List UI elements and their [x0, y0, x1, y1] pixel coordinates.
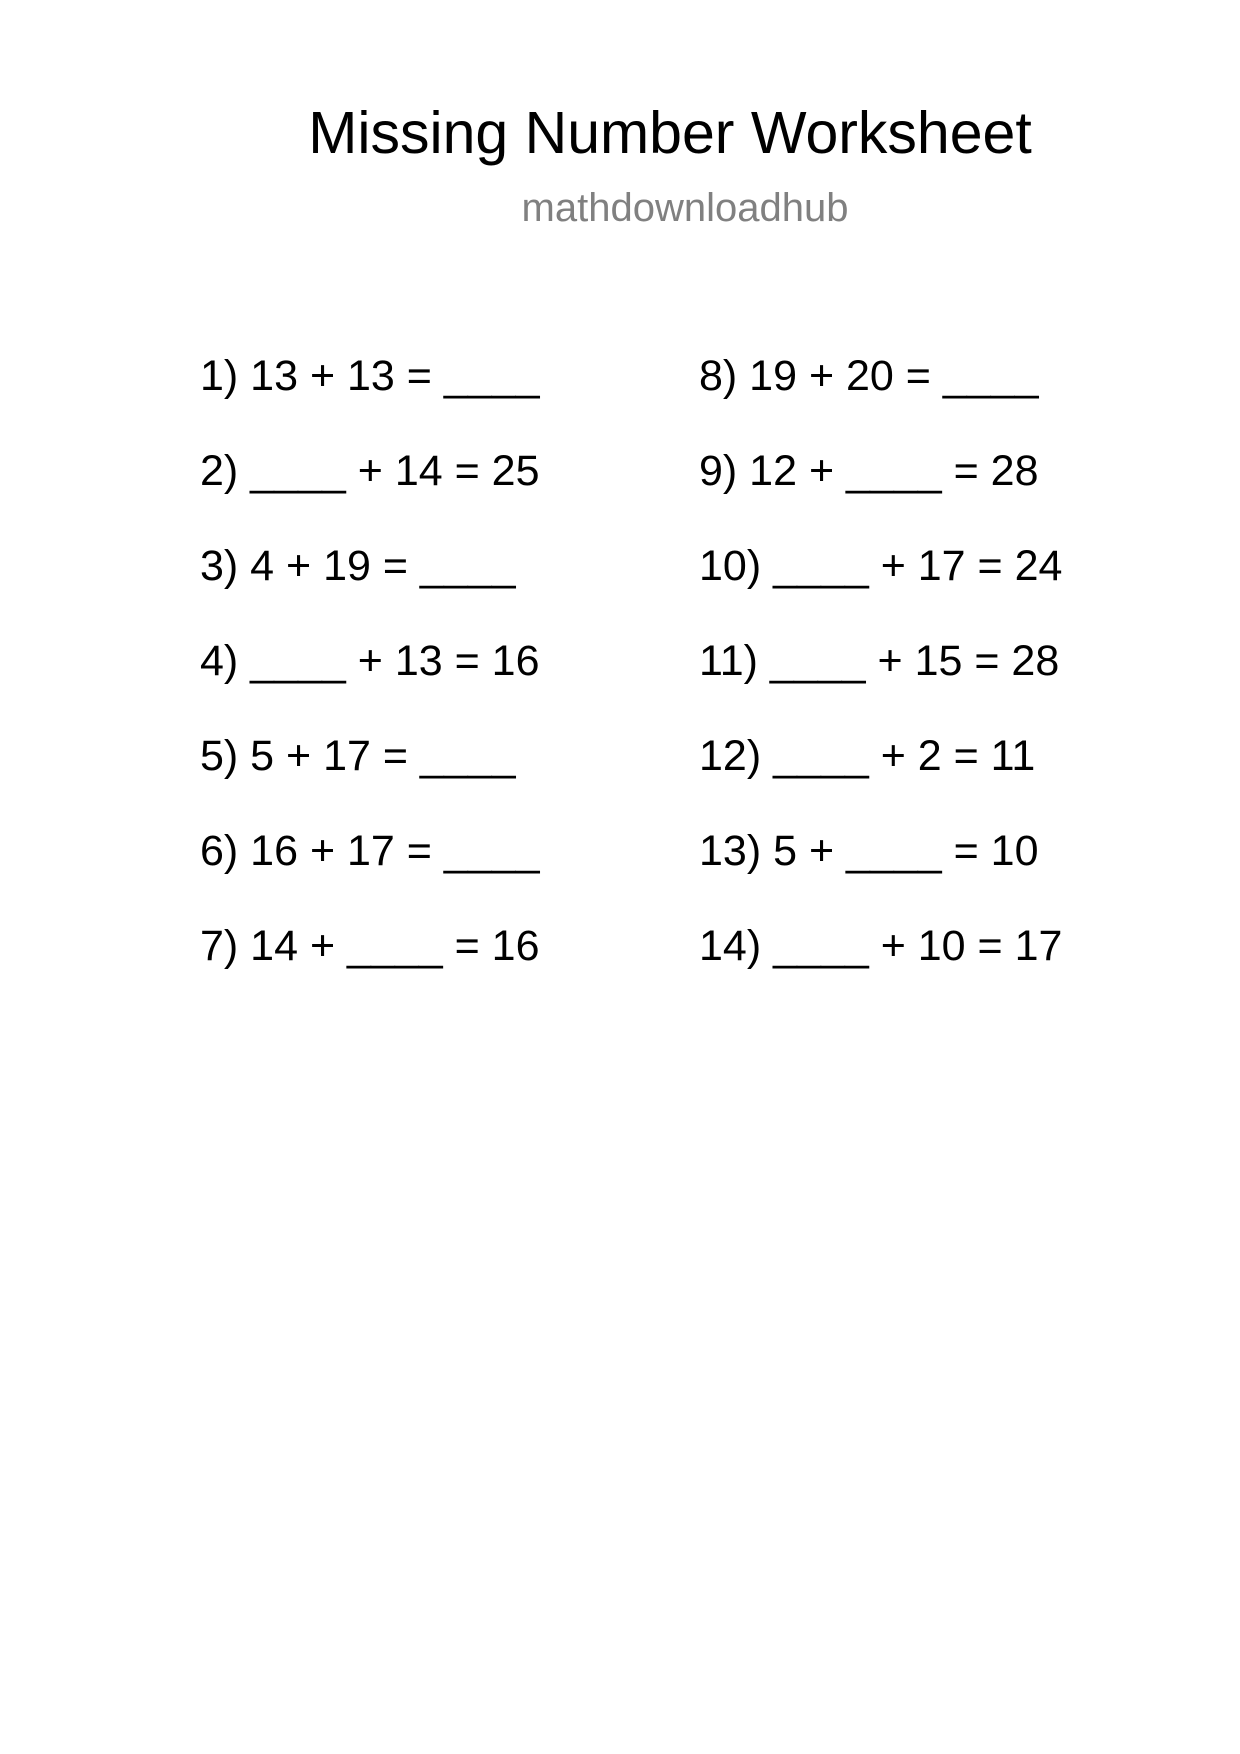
problem-4: 4) ____ + 13 = 16 — [200, 637, 540, 685]
problem-6: 6) 16 + 17 = ____ — [200, 827, 540, 875]
problems-right-column — [699, 348, 1062, 1013]
page-title: Missing Number Worksheet — [308, 100, 1032, 166]
problem-11: 11) ____ + 15 = 28 — [699, 637, 1060, 685]
problem-14: 14) ____ + 10 = 17 — [699, 922, 1063, 970]
problem-2: 2) ____ + 14 = 25 — [200, 447, 540, 495]
problems-left-column — [200, 348, 540, 1013]
problem-3: 3) 4 + 19 = ____ — [200, 542, 516, 590]
problem-9: 9) 12 + ____ = 28 — [699, 447, 1039, 495]
problem-10: 10) ____ + 17 = 24 — [699, 542, 1063, 590]
page-subtitle: mathdownloadhub — [521, 186, 849, 230]
problem-8: 8) 19 + 20 = ____ — [699, 352, 1039, 400]
problem-7: 7) 14 + ____ = 16 — [200, 922, 540, 970]
problem-5: 5) 5 + 17 = ____ — [200, 732, 516, 780]
problem-1: 1) 13 + 13 = ____ — [200, 352, 540, 400]
problem-12: 12) ____ + 2 = 11 — [699, 732, 1036, 780]
problem-13: 13) 5 + ____ = 10 — [699, 827, 1039, 875]
